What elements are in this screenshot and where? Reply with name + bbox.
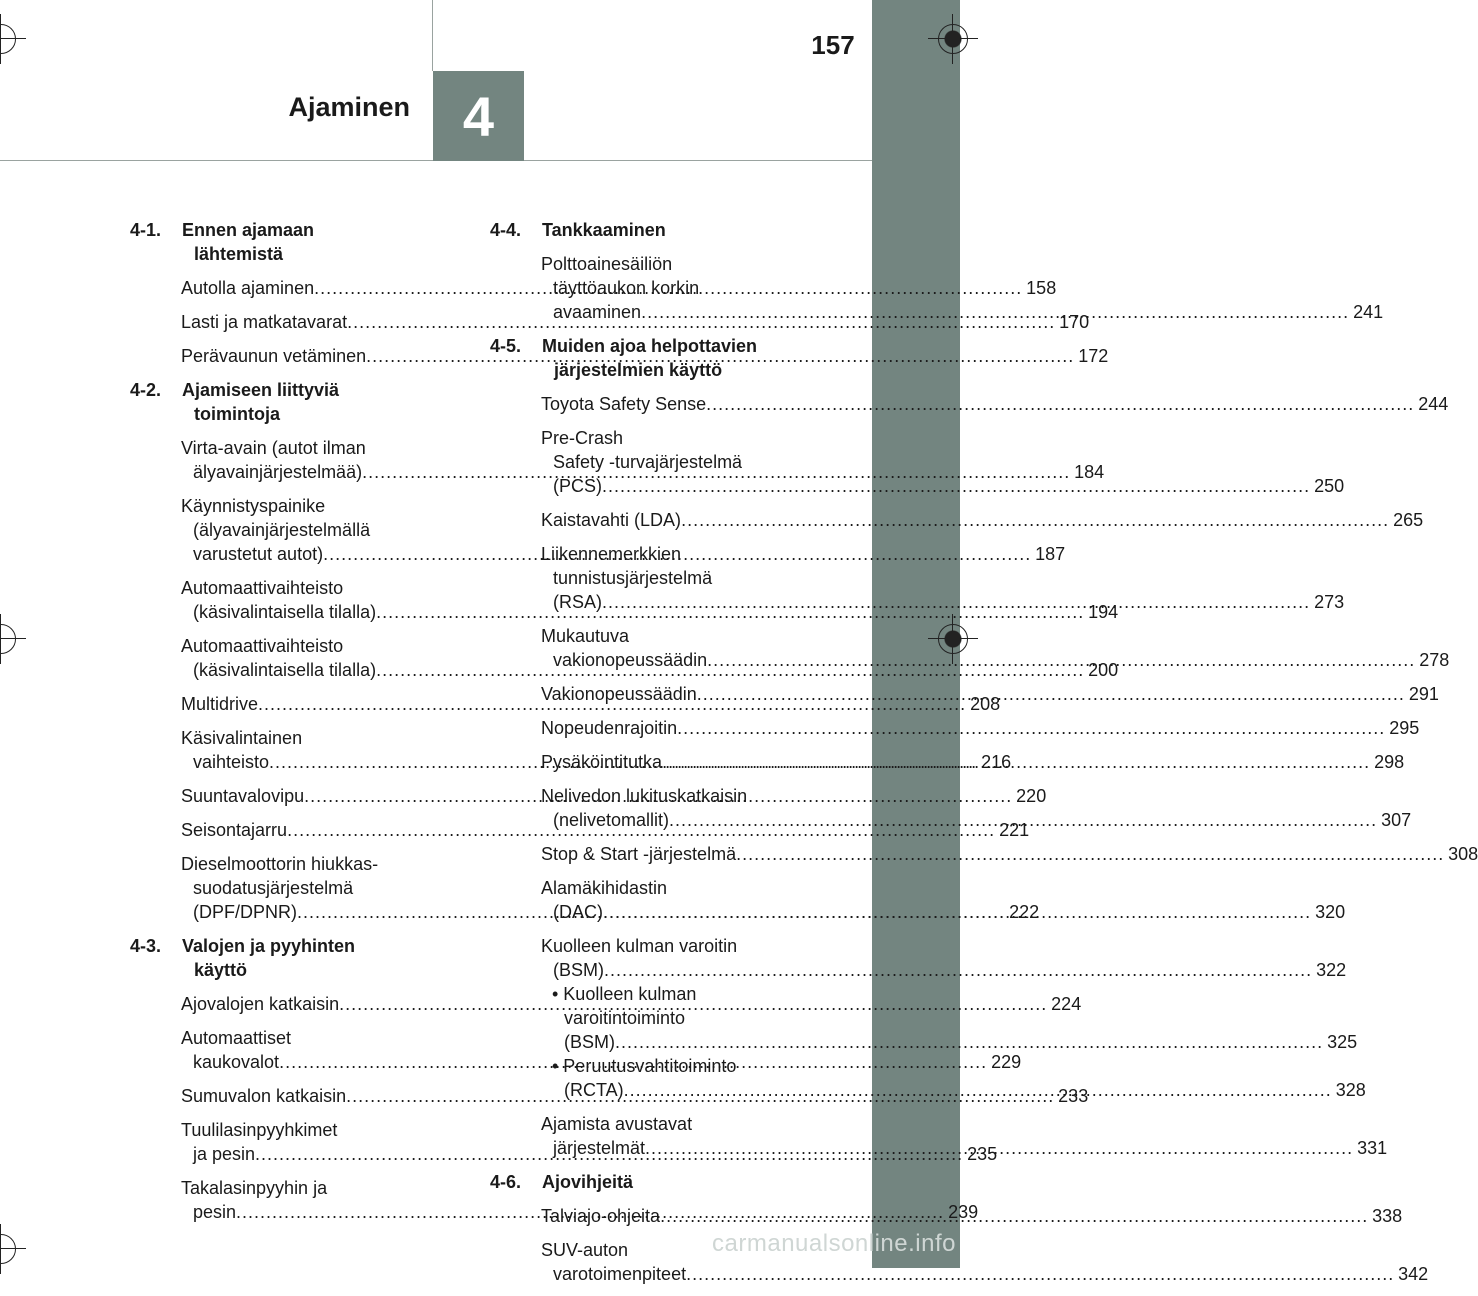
toc-page-number[interactable]: 250 bbox=[1314, 476, 1345, 496]
toc-entry-line: Automaattiset bbox=[181, 1028, 292, 1048]
toc-entry-line: tunnistusjärjestelmä bbox=[553, 568, 713, 588]
toc-entry-line-text: Sumuvalon katkaisin bbox=[181, 1086, 347, 1106]
toc-section-title bbox=[182, 378, 460, 426]
dot-leader bbox=[603, 902, 1311, 922]
dot-leader bbox=[624, 1080, 1332, 1100]
toc-entry-line bbox=[541, 1262, 1394, 1286]
toc-page-number[interactable]: 194 bbox=[1088, 602, 1119, 622]
toc-entry-line-text: Seisontajarru bbox=[181, 820, 288, 840]
toc-entry-line: täyttöaukon korkin bbox=[553, 278, 700, 298]
toc-section-title-line: toimintoja bbox=[194, 404, 280, 424]
toc-entry-line-text: Nopeudenrajoitin bbox=[541, 718, 678, 738]
toc-entry-line bbox=[541, 1136, 1353, 1160]
toc-entry-line-text: (BSM) bbox=[553, 960, 604, 980]
toc-entry-line bbox=[541, 648, 1415, 672]
toc-entry-line-text: varotoimenpiteet bbox=[553, 1264, 687, 1284]
toc-section-number: 4-3. bbox=[130, 936, 162, 956]
dot-leader bbox=[697, 684, 1405, 704]
toc-entry-text bbox=[541, 508, 1389, 532]
toc-entry-line-text: (RCTA) bbox=[564, 1080, 624, 1100]
toc-entry-line bbox=[541, 682, 1405, 706]
toc-section-title-line: Valojen ja pyyhinten bbox=[182, 936, 356, 956]
toc-entry-line-text: (DAC) bbox=[553, 902, 603, 922]
toc-entry-text bbox=[541, 716, 1385, 740]
toc-entry-line bbox=[541, 300, 1349, 324]
toc-entry-line: (älyavainjärjestelmällä bbox=[193, 520, 371, 540]
toc-page-number[interactable]: 273 bbox=[1314, 592, 1345, 612]
toc-entry-line-text: Suuntavalovipu bbox=[181, 786, 305, 806]
toc-section-number: 4-5. bbox=[490, 336, 522, 356]
toc-page-number[interactable]: 208 bbox=[970, 694, 1001, 714]
toc-page-number[interactable]: 320 bbox=[1315, 902, 1346, 922]
toc-page-number[interactable]: 187 bbox=[1035, 544, 1066, 564]
toc-entry-text bbox=[541, 392, 1414, 416]
toc-entry-line bbox=[541, 392, 1414, 416]
toc-entry-line: Takalasinpyyhin ja bbox=[181, 1178, 328, 1198]
toc-entry-text bbox=[541, 1112, 1353, 1160]
toc-page-number[interactable]: 170 bbox=[1059, 312, 1090, 332]
toc-page-number[interactable]: 322 bbox=[1316, 960, 1347, 980]
dot-leader bbox=[736, 844, 1444, 864]
toc-section-title bbox=[542, 1170, 816, 1194]
toc-section-title-line: järjestelmien käyttö bbox=[554, 360, 723, 380]
toc-entry-line-text: Talviajo-ohjeita bbox=[541, 1206, 661, 1226]
toc-entry-line-text: Toyota Safety Sense bbox=[541, 394, 707, 414]
toc-entry-line-text: Multidrive bbox=[181, 694, 259, 714]
toc-entry-line: Pre-Crash bbox=[541, 428, 624, 448]
toc-entry-line: Tuulilasinpyyhkimet bbox=[181, 1120, 338, 1140]
toc-entry-line-text: (DPF/DPNR) bbox=[193, 902, 297, 922]
toc-entry-text bbox=[541, 624, 1415, 672]
toc-entry-line bbox=[541, 842, 1444, 866]
toc-entry-line-text: järjestelmät bbox=[553, 1138, 646, 1158]
toc-section-title-line: Tankkaaminen bbox=[542, 220, 666, 240]
toc-section-title bbox=[542, 218, 816, 242]
dot-leader bbox=[645, 1138, 1353, 1158]
toc-entry-line: Mukautuva bbox=[541, 626, 630, 646]
toc-section-title-line: Ajovihjeitä bbox=[542, 1172, 634, 1192]
toc-entry-line bbox=[541, 958, 1312, 982]
toc-section-title-line: lähtemistä bbox=[194, 244, 284, 264]
toc-entry-line bbox=[541, 900, 1311, 924]
toc-page-number[interactable]: 295 bbox=[1389, 718, 1420, 738]
toc-section-heading bbox=[490, 334, 816, 382]
toc-entry-line-text: (BSM) bbox=[564, 1032, 615, 1052]
toc-entry-text bbox=[541, 934, 1312, 982]
toc-entry-line bbox=[541, 508, 1389, 532]
toc-entry-line: Safety -turvajärjestelmä bbox=[553, 452, 743, 472]
toc-entry-line: Nelivedon lukituskatkaisin bbox=[541, 786, 748, 806]
toc-page-number[interactable]: 241 bbox=[1353, 302, 1384, 322]
toc-entry-line-text: vakionopeussäädin bbox=[553, 650, 708, 670]
toc-section-heading bbox=[490, 1170, 816, 1194]
toc-entry-text bbox=[541, 1238, 1394, 1286]
registration-mark-icon bbox=[938, 24, 968, 54]
toc-section-title-line: käyttö bbox=[194, 960, 248, 980]
toc-section-number: 4-6. bbox=[490, 1172, 522, 1192]
toc-section-heading bbox=[130, 218, 460, 266]
toc-entry-line-text: Autolla ajaminen bbox=[181, 278, 315, 298]
toc-entry-line-text: Kaistavahti (LDA) bbox=[541, 510, 682, 530]
dot-leader bbox=[602, 592, 1310, 612]
toc-entry-line-text: pesin bbox=[193, 1202, 237, 1222]
header-divider-vertical bbox=[432, 0, 433, 71]
dot-leader bbox=[681, 510, 1389, 530]
toc-entry-line bbox=[552, 1078, 1332, 1102]
toc-page-number[interactable]: 328 bbox=[1335, 1080, 1366, 1100]
toc-entry-text bbox=[541, 876, 1311, 924]
toc-page-number[interactable]: 233 bbox=[1058, 1086, 1089, 1106]
toc-entry-text bbox=[541, 842, 1444, 866]
dot-leader bbox=[677, 718, 1385, 738]
toc-entry-text bbox=[541, 682, 1405, 706]
toc-section-heading bbox=[490, 218, 816, 242]
toc-page-number[interactable]: 224 bbox=[1051, 994, 1082, 1014]
toc-entry-line-text: Ajovalojen katkaisin bbox=[181, 994, 340, 1014]
toc-page-number[interactable]: 244 bbox=[1418, 394, 1449, 414]
toc-page-number[interactable]: 220 bbox=[1016, 786, 1047, 806]
toc-page-number[interactable]: 239 bbox=[948, 1202, 979, 1222]
toc-entry-line: Liikennemerkkien bbox=[541, 544, 682, 564]
toc-entry-line-text: (nelivetomallit) bbox=[553, 810, 670, 830]
toc-page-number[interactable]: 222 bbox=[1009, 902, 1040, 922]
toc-page-number[interactable]: 325 bbox=[1327, 1032, 1358, 1052]
toc-entry-line-text: Vakionopeussäädin bbox=[541, 684, 697, 704]
dot-leader bbox=[602, 476, 1310, 496]
toc-page-number[interactable]: 158 bbox=[1026, 278, 1057, 298]
toc-entry-line: Dieselmoottorin hiukkas- bbox=[181, 854, 379, 874]
toc-section-title-line: Ennen ajamaan bbox=[182, 220, 315, 240]
toc-entry-line: suodatusjärjestelmä bbox=[193, 878, 354, 898]
registration-mark-icon bbox=[0, 624, 16, 654]
toc-page-number[interactable]: 308 bbox=[1448, 844, 1478, 864]
toc-entry-line-text: kaukovalot bbox=[193, 1052, 280, 1072]
toc-entry-line: • Kuolleen kulman bbox=[552, 984, 697, 1004]
toc-entry-text bbox=[541, 784, 1377, 832]
toc-section-title-line: Muiden ajoa helpottavien bbox=[542, 336, 758, 356]
toc-page-number[interactable]: 265 bbox=[1393, 510, 1424, 530]
watermark: carmanualsonline.info bbox=[712, 1230, 956, 1257]
toc-page-number[interactable]: 331 bbox=[1357, 1138, 1388, 1158]
toc-entry-line: Kuolleen kulman varoitin bbox=[541, 936, 738, 956]
toc-entry-line bbox=[541, 716, 1385, 740]
toc-section-heading bbox=[130, 934, 460, 982]
toc-entry-line: Virta-avain (autot ilman bbox=[181, 438, 366, 458]
toc-page-number[interactable]: 184 bbox=[1074, 462, 1105, 482]
toc-entry-line: Automaattivaihteisto bbox=[181, 578, 344, 598]
toc-section-title-line: Ajamiseen liittyviä bbox=[182, 380, 340, 400]
toc-page-number[interactable]: 338 bbox=[1372, 1206, 1403, 1226]
toc-entry-line-text: ja pesin bbox=[193, 1144, 256, 1164]
toc-entry-line bbox=[541, 474, 1310, 498]
toc-entry-line-text: (käsivalintaisella tilalla) bbox=[193, 660, 377, 680]
toc-entry-text bbox=[552, 982, 1323, 1054]
toc-page-number[interactable]: 200 bbox=[1088, 660, 1119, 680]
toc-section-title bbox=[182, 934, 460, 982]
toc-entry-line-text: älyavainjärjestelmää) bbox=[193, 462, 363, 482]
toc-page-number[interactable]: 342 bbox=[1398, 1264, 1429, 1284]
toc-entry-line bbox=[541, 808, 1377, 832]
toc-page-number[interactable]: 229 bbox=[991, 1052, 1022, 1072]
toc-page-number[interactable]: 298 bbox=[1374, 752, 1405, 772]
toc-page-number[interactable]: 216 bbox=[981, 752, 1012, 772]
toc-entry-line-text: (PCS) bbox=[553, 476, 602, 496]
registration-mark-icon bbox=[0, 24, 16, 54]
toc-section-heading bbox=[130, 378, 460, 426]
toc-page-number[interactable]: 172 bbox=[1078, 346, 1109, 366]
toc-entry[interactable] bbox=[490, 934, 1347, 982]
toc-entry-line-text: Lasti ja matkatavarat bbox=[181, 312, 348, 332]
toc-entry-line bbox=[541, 590, 1310, 614]
toc-section-number: 4-2. bbox=[130, 380, 162, 400]
toc-entry-text bbox=[552, 1054, 1332, 1102]
toc-entry-line bbox=[541, 750, 1370, 774]
toc-section-title bbox=[182, 218, 460, 266]
dot-leader bbox=[660, 1206, 1368, 1226]
toc-page-number[interactable]: 221 bbox=[999, 820, 1030, 840]
toc-entry-line: varoitintoiminto bbox=[564, 1008, 686, 1028]
toc-entry[interactable] bbox=[490, 392, 1449, 416]
toc-entry-line-text: avaaminen bbox=[553, 302, 642, 322]
toc-entry-line-text: Pysäköintitutka bbox=[541, 752, 663, 772]
chapter-title: Ajaminen bbox=[288, 92, 410, 122]
toc-entry[interactable] bbox=[490, 842, 1478, 866]
toc-entry[interactable] bbox=[490, 508, 1424, 532]
toc-entry-line: Polttoainesäiliön bbox=[541, 254, 673, 274]
dot-leader bbox=[707, 650, 1415, 670]
toc-page-number[interactable]: 307 bbox=[1381, 810, 1412, 830]
toc-page-number[interactable]: 278 bbox=[1419, 650, 1450, 670]
toc-page-number[interactable]: 235 bbox=[967, 1144, 998, 1164]
toc-entry-line: Ajamista avustavat bbox=[541, 1114, 693, 1134]
toc-entry-line-text: Stop & Start -järjestelmä bbox=[541, 844, 737, 864]
toc-entry-line: SUV-auton bbox=[541, 1240, 629, 1260]
toc-entry-line-text: (käsivalintaisella tilalla) bbox=[193, 602, 377, 622]
toc-entry-text bbox=[541, 542, 1310, 614]
dot-leader bbox=[604, 960, 1312, 980]
dot-leader bbox=[686, 1264, 1394, 1284]
toc-entry-line-text: varustetut autot) bbox=[193, 544, 324, 564]
toc-entry-text bbox=[541, 252, 1349, 324]
registration-mark-icon bbox=[0, 1234, 16, 1264]
toc-entry-line-text: Perävaunun vetäminen bbox=[181, 346, 367, 366]
toc-entry-text bbox=[541, 1204, 1368, 1228]
dot-leader bbox=[615, 1032, 1323, 1052]
dot-leader bbox=[706, 394, 1414, 414]
dot-leader bbox=[669, 810, 1377, 830]
toc-entry[interactable] bbox=[490, 716, 1420, 740]
toc-section-title bbox=[542, 334, 816, 382]
toc-entry-line: • Peruutusvahtitoiminto bbox=[552, 1056, 737, 1076]
toc-entry-line: Alamäkihidastin bbox=[541, 878, 668, 898]
dot-leader bbox=[641, 302, 1349, 322]
toc-entry-line bbox=[552, 1030, 1323, 1054]
toc-section-number: 4-1. bbox=[130, 220, 162, 240]
toc-entry-line-text: vaihteisto bbox=[193, 752, 270, 772]
toc-page-number[interactable]: 291 bbox=[1408, 684, 1439, 704]
toc-entry-line: Automaattivaihteisto bbox=[181, 636, 344, 656]
toc-section-number: 4-4. bbox=[490, 220, 522, 240]
toc-entry-line: Käynnistyspainike bbox=[181, 496, 326, 516]
dot-leader bbox=[662, 752, 1370, 772]
toc-entry-line bbox=[541, 1204, 1368, 1228]
toc-entry-line: Käsivalintainen bbox=[181, 728, 303, 748]
page-number: 157 bbox=[811, 30, 855, 60]
toc-entry-text bbox=[541, 426, 1310, 498]
toc-entry-line-text: (RSA) bbox=[553, 592, 602, 612]
chapter-number-tab: 4 bbox=[433, 71, 524, 161]
toc-entry-text bbox=[541, 750, 1370, 774]
